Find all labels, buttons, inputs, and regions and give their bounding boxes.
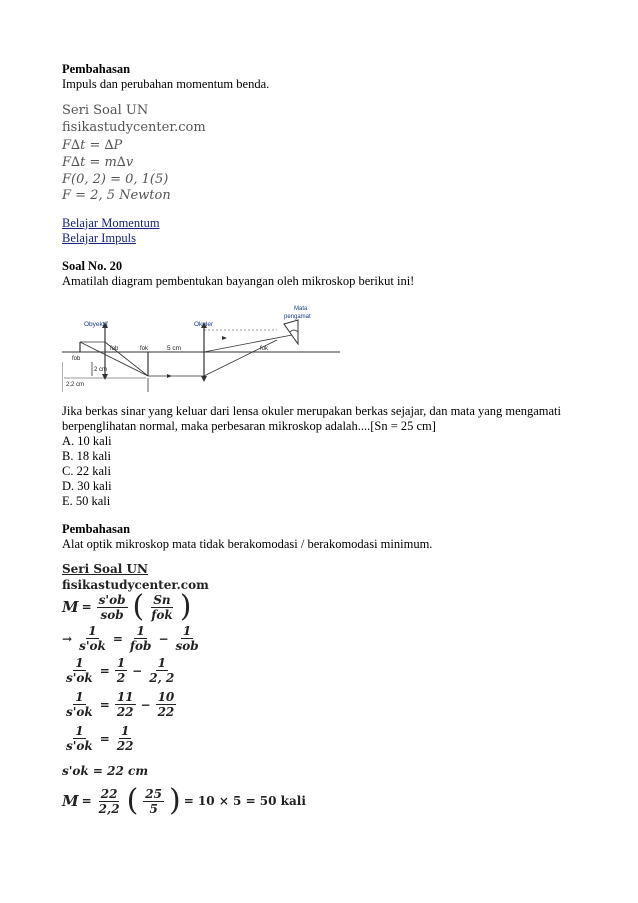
label-pengamat: pengamat: [284, 314, 311, 320]
math-line-substitution: F(0, 2) = 0, 1(5): [62, 172, 169, 187]
math-line-momentum: F∆t = m∆v: [62, 155, 134, 170]
lens-step-3: $\frac{1}{s'ok}$ = $\frac{1}{22}$: [66, 724, 134, 753]
lens-formula: → $\frac{1}{s'ok}$ = $\frac{1}{\text{fob}}$ − $\frac{1}{\text{sob}}$: [62, 624, 199, 653]
label-fob-left: fob: [72, 356, 81, 362]
question-number: Soal No. 20: [62, 259, 123, 273]
question-text-1: Jika berkas sinar yang keluar dari lensa okuler merupakan berkas sejajar, dan mata yang mengamati: [62, 404, 561, 418]
eye-icon: [284, 320, 298, 344]
lens-step-1: $\frac{1}{s'ok}$ = $\frac{1}{2}$ − $\frac{1}{2, 2}$: [66, 656, 175, 685]
math-line-site: fisikastudycenter.com: [62, 120, 206, 135]
option-a: A. 10 kali: [62, 434, 112, 448]
option-e: E. 50 kali: [62, 494, 111, 508]
label-okuler: Okuler: [194, 321, 214, 328]
sok-result: s'ok = 22 cm: [62, 764, 149, 778]
label-fok-right: fok: [260, 346, 269, 352]
label-obyektif: Obyektif: [84, 321, 108, 328]
question-prompt: Amatilah diagram pembentukan bayangan oleh mikroskop berikut ini!: [62, 274, 415, 288]
option-c: C. 22 kali: [62, 464, 111, 478]
label-2-2cm: 2,2 cm: [66, 382, 85, 388]
microscope-diagram: [62, 300, 342, 392]
link-belajar-momentum[interactable]: Belajar Momentum: [62, 216, 160, 230]
magnification-formula: M = $\frac{s'ob}{\text{sob}}$ ( $\frac{Sn}{\text{fok}}$ ): [62, 589, 192, 624]
final-magnification: M = $\frac{22}{2,2}$ ( $\frac{25}{5}$ ) = 10 × 5 = 50 kali: [62, 783, 306, 818]
explanation-text-1: Impuls dan perubahan momentum benda.: [62, 77, 270, 91]
heading-pembahasan-1: Pembahasan: [62, 62, 131, 76]
math-line-result: F = 2, 5 Newton: [62, 188, 171, 203]
math2-series: Seri Soal UN: [62, 562, 148, 576]
link-belajar-impuls[interactable]: Belajar Impuls: [62, 231, 136, 245]
option-b: B. 18 kali: [62, 449, 111, 463]
option-d: D. 30 kali: [62, 479, 112, 493]
label-2cm: 2 cm: [94, 367, 108, 373]
label-mata: Mata: [294, 306, 308, 312]
math-line-impulse: F∆t = ∆P: [62, 138, 123, 153]
label-fok-left: fok: [140, 346, 149, 352]
label-5cm: 5 cm: [167, 345, 182, 352]
question-text-2: berpenglihatan normal, maka perbesaran mikroskop adalah....[Sn = 25 cm]: [62, 419, 436, 433]
heading-pembahasan-2: Pembahasan: [62, 522, 131, 536]
explanation-text-2: Alat optik mikroskop mata tidak berakomodasi / berakomodasi minimum.: [62, 537, 433, 551]
math2-site: fisikastudycenter.com: [62, 578, 209, 592]
label-fob-right: fob: [110, 346, 119, 352]
math-line-series: Seri Soal UN: [62, 103, 149, 118]
lens-step-2: $\frac{1}{s'ok}$ = $\frac{11}{22}$ − $\frac{10}{22}$: [66, 690, 175, 719]
